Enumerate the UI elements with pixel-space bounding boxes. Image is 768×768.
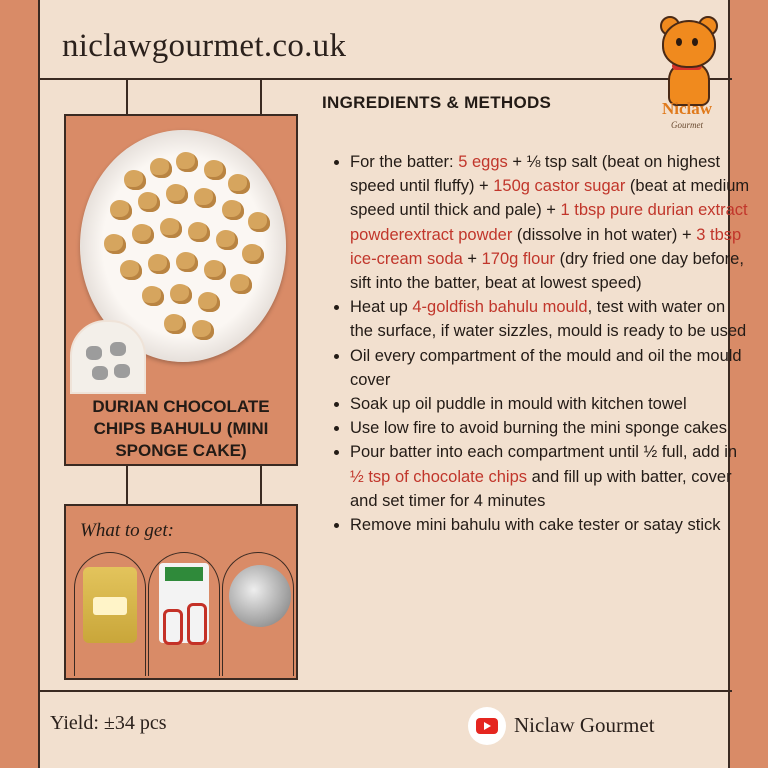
list-item: • For the batter: 5 eggs + ⅛ tsp salt (beat on highest speed until fluffy) + 150g castor sugar (beat at medium speed until thick and pale) + 1 tbsp pure durian extract powderextract powder (dissolve in hot water) + 3 tbsp ice-cream soda + 170g flour (dry fried one day before, sift into the batter, beat at lowest speed) [350, 150, 750, 295]
goldfish-mould-image [70, 320, 146, 394]
divider-bottom [40, 690, 732, 692]
list-item: • Remove mini bahulu with cake tester or satay stick [350, 513, 750, 537]
niclaw-logo [646, 14, 728, 132]
recipe-card [38, 0, 750, 768]
durian-powder-image [74, 552, 146, 676]
list-item: • Soak up oil puddle in mould with kitchen towel [350, 392, 750, 416]
connector [126, 78, 128, 114]
connector [260, 466, 262, 504]
logo-sub: Gourmet [671, 120, 703, 130]
site-url[interactable]: niclawgourmet.co.uk [62, 28, 347, 64]
ingredients-heading: INGREDIENTS & METHODS [322, 93, 552, 112]
connector [126, 466, 128, 504]
recipe-title: DURIAN CHOCOLATE CHIPS BAHULU (MINI SPONGE CAKE) [92, 397, 270, 460]
tongs-tool-image [148, 552, 220, 676]
connector [260, 78, 262, 114]
divider-top [40, 78, 732, 80]
logo-brand: Niclaw [661, 99, 713, 118]
what-to-get-panel [64, 504, 298, 680]
mould-cover-image [222, 552, 294, 676]
method-list [332, 150, 750, 537]
youtube-icon[interactable] [468, 707, 506, 745]
list-item: • Heat up 4-goldfish bahulu mould, test with water on the surface, if water sizzles, mould is ready to be used [350, 295, 750, 343]
list-item: • Oil every compartment of the mould and oil the mould cover [350, 344, 750, 392]
what-to-get-title: What to get: [80, 520, 174, 541]
list-item: • Pour batter into each compartment until ½ full, add in ½ tsp of chocolate chips and fill up with batter, cover and set timer for 4 minutes [350, 440, 750, 513]
list-item: • Use low fire to avoid burning the mini sponge cakes [350, 416, 750, 440]
recipe-photo-panel [64, 114, 298, 466]
channel-name[interactable]: Niclaw Gourmet [514, 713, 655, 737]
yield-text: Yield: ±34 pcs [50, 712, 167, 734]
